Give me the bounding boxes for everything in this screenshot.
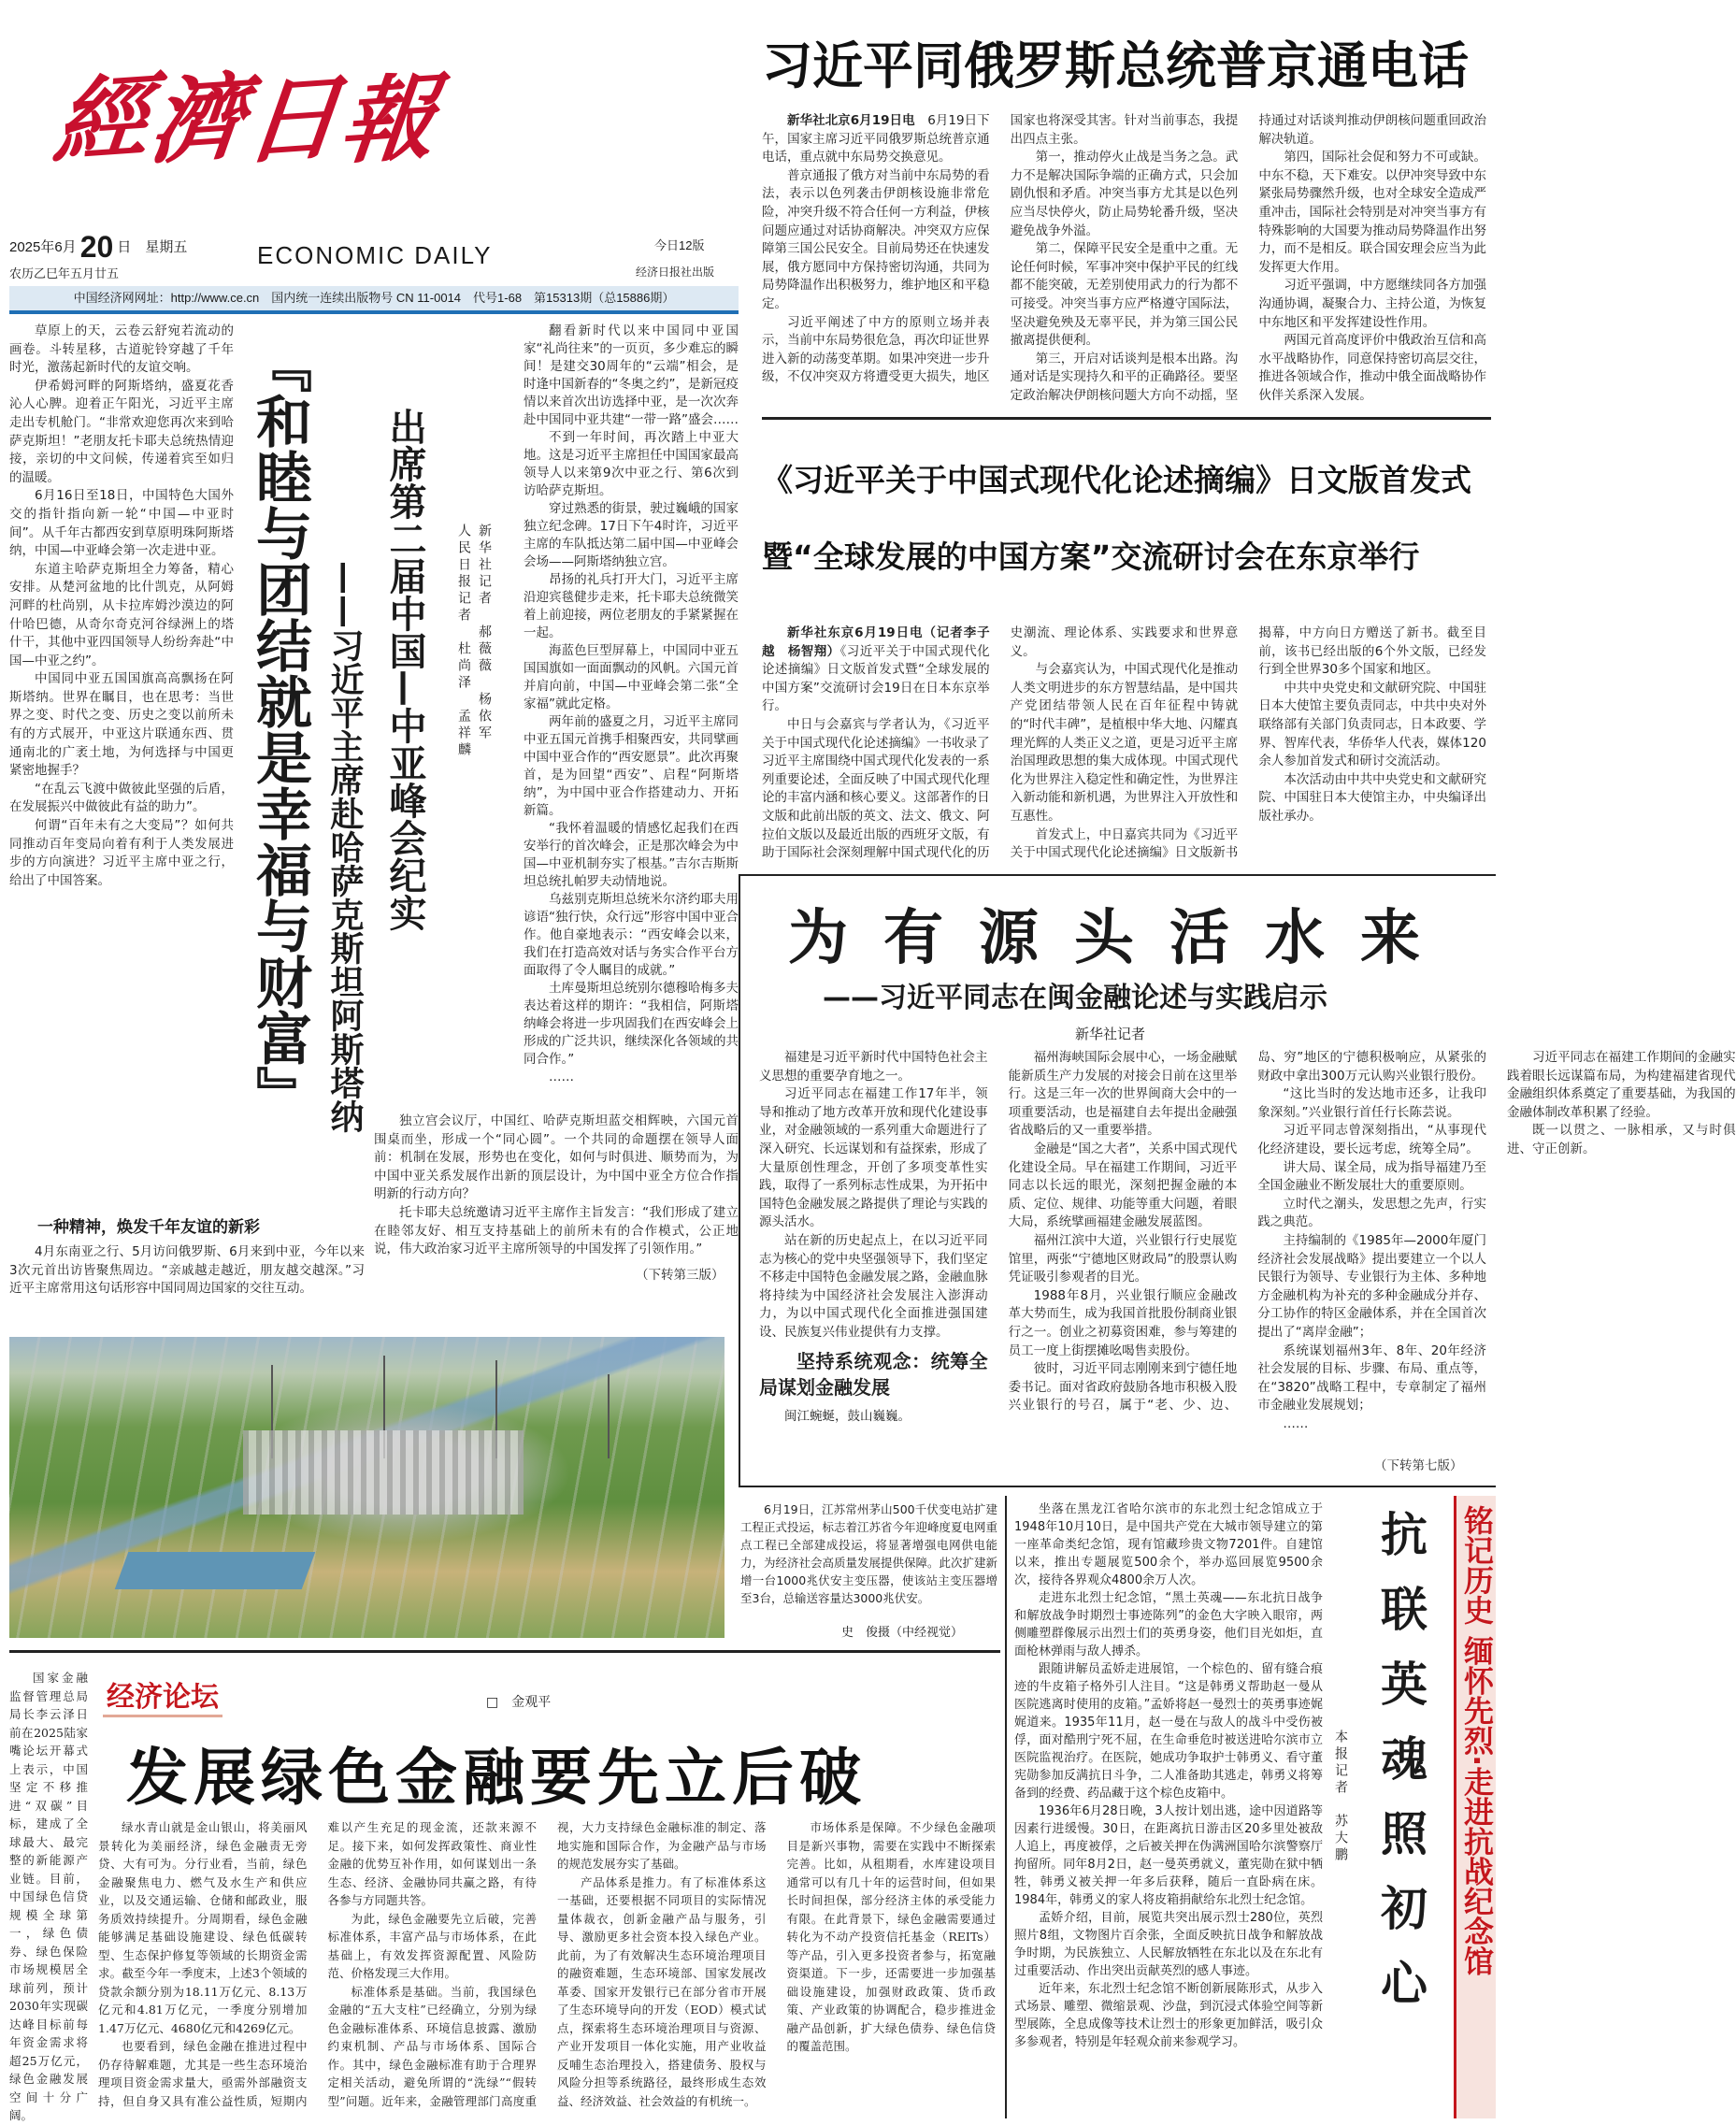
article-finance-body — [759, 1049, 1736, 1447]
paragraph-list — [374, 1113, 739, 1259]
article-paragraph: 东道主哈萨克斯坦全力筹备，精心安排。从楚河盆地的比什凯克，从阿姆河畔的杜尚别，从卡拉库姆沙漠边的阿什哈巴德，从奇尔奇克河谷绿洲上的塔什干，其他中亚四国领导人纷纷奔赴“中国—中亚之约”。 — [9, 561, 234, 668]
article-paragraph: 站在新的历史起点上，在以习近平同志为核心的党中央坚强领导下，我们坚定不移走中国特色金融发展之路，金融血脉将持续为中国经济社会发展注入澎湃动力，为以中国式现代化全面推进强国建设、民族复兴伟业提供有力支撑。 — [759, 1232, 988, 1340]
article-paragraph: 闽江蜿蜒，鼓山巍巍。 — [784, 1408, 911, 1424]
article-paragraph: 海蓝色巨型屏幕上，中国同中亚五国国旗如一面面飘动的风帆。六国元首并肩向前，中国—中亚峰会第二张“全家福”就此定格。 — [524, 643, 739, 711]
pylon-icon — [608, 1374, 610, 1458]
article-paragraph: 绿水青山就是金山银山，将美丽风景转化为美丽经济，绿色金融责无旁贷、大有可为。分行业看，当前，绿色金融聚焦电力、燃气及水生产和供应业，以及交通运输、仓储和邮政业，服务质效持续提升。分周期看，绿色金融能够满足基础设施建设、绿色低碳转型、生态保护修复等领域的长期资金需求。截至今年一季度末，上述3个领域的贷款余额分别为18.11万亿元、8.13万亿元和4.81万亿元，一季度分别增加1.47万亿元、4680亿元和4269亿元。 — [98, 1820, 308, 2035]
article-central-asia-right — [524, 323, 739, 1103]
article-paragraph: 坐落在黑龙江省哈尔滨市的东北烈士纪念馆成立于1948年10月10日，是中国共产党在大城市领导建立的第一座革命类纪念馆，现有馆藏珍贵文物7201件。自建馆以来，推出专题展览500余个，举办巡回展览9500余次，接待各界观众4800余万人次。 — [1014, 1502, 1323, 1587]
headline-japan-line2: 暨“全球发展的中国方案”交流研讨会在东京举行 — [762, 538, 1420, 575]
paragraph-list — [9, 1243, 365, 1299]
byline-1: 新华社记者 郝薇薇 杨依军 — [477, 524, 492, 742]
pond — [115, 1552, 316, 1589]
article-paragraph: 习近平阐述了中方的原则立场并表示，当前中东局势很危急，再次印证世界进入新的动荡变革期。如果冲突进一步升级，不仅冲突双方将遭受更大损失，地区国家也将深受其害。针对当前事态，我提出四点主张。 — [762, 113, 1239, 385]
article-paragraph: 讲大局、谋全局，成为指导福建乃至全国金融业不断发展壮大的重要原则。 — [1257, 1159, 1486, 1194]
continued-note: （下转第七版） — [1374, 1455, 1463, 1473]
headline-central-asia: 『和睦与团结就是幸福与财富』 — [247, 337, 312, 1122]
article-paragraph: …… — [1283, 1415, 1309, 1431]
issue-date — [9, 230, 187, 265]
article-paragraph: 不到一年时间，再次踏上中亚大地。这是习近平主席担任中国国家最高领导人以来第9次中亚之行、第6次到访哈萨克斯坦。 — [524, 430, 739, 498]
photo-caption — [740, 1500, 997, 1617]
article-forum-lead — [9, 1669, 88, 2122]
article-paragraph: 乌兹别克斯坦总统米尔济约耶夫用谚语“独行快，众行远”形容中国中亚合作。他自豪地表示：“西安峰会以来，我们在打造高效对话与务实合作平台方面取得了令人瞩目的成就。” — [524, 892, 739, 978]
article-paragraph: 4月东南亚之行、5月访问俄罗斯、6月来到中亚，今年以来3次元首出访皆聚焦周边。“亲戚越走越近，朋友越交越深。”习近平主席常用这句话形容中国同周边国家的交往互动。 — [9, 1244, 365, 1297]
article-paragraph: 主持编制的《1985年—2000年厦门经济社会发展战略》提出要建立一个以人民银行为领导、专业银行为主体、多种地方金融机构为补充的多种金融成分并存、分工协作的特区金融体系，并在全国首次提出了“离岸金融”； — [1257, 1232, 1486, 1340]
article-paragraph: 土库曼斯坦总统别尔德穆哈梅多夫表达着这样的期许：“我相信，阿斯塔纳峰会将进一步巩固我们在西安峰会上形成的广泛共识，继续深化各领域的共同合作。” — [524, 981, 739, 1067]
article-paragraph: 昂扬的礼兵打开大门，习近平主席沿迎宾毯健步走来，托卡耶夫总统微笑着上前迎接，两位老朋友的手紧紧握在一起。 — [524, 572, 739, 640]
article-paragraph: 第四，国际社会促和努力不可或缺。中东不稳，天下难安。以伊冲突导致中东紧张局势骤然升级，也对全球安全造成严重冲击，国际社会特别是对冲突当事方有特殊影响的大国要为推动局势降温作出努力，而不是相反。联合国安理会应当为此发挥更大作用。 — [1258, 150, 1486, 275]
date-prefix: 2025年6月 — [9, 239, 77, 255]
caption-text: 6月19日，江苏常州茅山500千伏变电站扩建工程正式投运，标志着江苏省今年迎峰度夏电网重点工程已全部建成投运，将显著增强电网供电能力，为经济社会高质量发展提供保障。此次扩建新增一台1000兆伏安主变压器，使该站主变压器增至3台，总输送容量达3000兆伏安。 — [740, 1502, 998, 1605]
article-paragraph: 习近平同志在福建工作17年半，领导和推动了地方改革开放和现代化建设事业，对金融领域的一系列重大命题进行了深入研究、长远谋划和有益探索，形成了大量原创性理念，开创了多项变革性实践，取得了一系列标志性成果，为开拓中国特色金融发展之路提供了理论与实践的源头活水。 — [759, 1086, 988, 1230]
article-paragraph: 金融是“国之大者”，关系中国式现代化建设全局。早在福建工作期间，习近平同志以长远的眼光，深刻把握金融的本质、定位、规律、功能等重大问题，着眼大局，系统擘画福建金融发展蓝图。 — [1008, 1141, 1238, 1230]
article-paragraph: “我怀着温暖的情感忆起我们在西安举行的首次峰会，正是那次峰会为中国—中亚机制夯实了根基。”吉尔吉斯斯坦总统扎帕罗夫动情地说。 — [524, 821, 739, 889]
article-forum-body — [98, 1818, 996, 2118]
article-paragraph: 既一以贯之、一脉相承，又与时俱进、守正创新。 — [1506, 1123, 1736, 1156]
article-paragraph: 6月16日至18日，中国特色大国外交的指针指向新一轮“中国—中亚时间”。从千年古都西安到草原明珠阿斯塔纳，中国—中亚峰会第一次走进中亚。 — [9, 488, 234, 559]
article-central-asia-bottom — [9, 1243, 365, 1318]
article-paragraph: 跟随讲解员孟娇走进展馆，一个棕色的、留有缝合痕迹的牛皮箱子格外引人注目。“这是韩勇义帮助赵一曼从医院逃离时使用的皮箱。”孟娇将赵一曼烈士的英勇事迹娓娓道来。1935年11月，赵一曼在与敌人的战斗中受伤被俘，面对酷刑宁死不屈，在生命垂危时被送进哈尔滨市立医院监视治疗。在医院，她成功争取护士韩勇义、看守董宪勋参加反满抗日斗争，二人准备助其逃走，韩勇义将筹备到的经费、药品藏于这个棕色皮箱中。 — [1014, 1662, 1323, 1801]
article-paragraph: 习近平同志曾深刻指出，“从事现代化经济建设，要长远考虑，统筹全局”。 — [1257, 1123, 1486, 1156]
article-paragraph: 普京通报了俄方对当前中东局势的看法，表示以色列袭击伊朗核设施非常危险，冲突升级不符合任何一方利益，伊核问题应通过对话协商解决。冲突双方应保障第三国公民安全。目前局势还在快速发展，俄方愿同中方保持密切沟通，共同为局势降温作出积极努力，维护地区和平稳定。 — [762, 167, 990, 311]
photo-credit: 史 俊摄（中经视觉） — [841, 1626, 964, 1640]
logo-char: 經 — [49, 61, 151, 179]
article-paragraph: 福州海峡国际会展中心，一场金融赋能新质生产力发展的对接会日前在这里举行。这是三年一次的世界闽商大会中的一项重要活动，也是福建自去年提出金融强省战略后的又一重要举措。 — [1008, 1050, 1238, 1139]
article-paragraph: 标准体系是基础。当前，我国绿色金融的“五大支柱”已经确立，分别为绿色金融标准体系、环境信息披露、激励约束机制、产品与市场体系、国际合作。其中，绿色金融标准有助于合理界定相关活动，避免所谓的“洗绿”“假转型”问题。近年来，金融管理部门高度重视，大力支持绿色金融标准的制定、落地实施和国际合作，为金融产品与市场的规范发展夯实了基础。 — [327, 1820, 767, 2108]
divider — [9, 1650, 1000, 1653]
article-memorial-body — [1014, 1500, 1323, 2118]
article-paragraph — [762, 112, 990, 167]
article-paragraph: 何谓“百年未有之大变局”？如何共同推动百年变局向着有利于人类发展进步的方向演进？习近平主席中亚之行，给出了中国答案。 — [9, 818, 234, 888]
substation-structures — [243, 1430, 524, 1515]
article-paragraph: 习近平同志在福建工作期间的金融实践着眼长远谋篇布局，为构建福建省现代金融组织体系奠定了重要基础，为我国的金融体制改革积累了经验。 — [1506, 1050, 1736, 1120]
article-paragraph: 市场体系是保障。不少绿色金融项目是新兴事物，需要在实践中不断探索完善。比如，从租期看，水库建设项目通常可以有几十年的运营时间，但如果长时间担保，部分经济主体的承受能力有限。在此背景下，绿色金融需要通过转化为不动产投资信托基金（REITs）等产品，引入更多投资者参与，拓宽融资渠道。下一步，还需要进一步加强基础设施建设，加强财政政策、货币政策、产业政策的协调配合，稳步推进金融产品创新，扩大绿色债券、绿色信贷的覆盖范围。 — [786, 1820, 996, 2053]
article-paragraph: 伊希姆河畔的阿斯塔纳，盛夏花香沁人心脾。迎着正午阳光，习近平主席走出专机舱门。“非常欢迎您再次来到哈萨克斯坦！”老朋友托卡耶夫总统热情迎接，亲切的中文问候，传递着宾至如归的温暖。 — [9, 378, 234, 485]
headline-finance: 为有源头活水来 — [788, 904, 1456, 973]
article-paragraph: 产品体系是推力。有了标准体系这一基础，还要根据不同项目的实际情况量体裁衣，创新金融产品与服务，引导、激励更多社会资本投入绿色产业。此前，为了有效解决生态环境治理项目的融资难题，生态环境部、国家发展改革委、国家开发银行已在部分省市开展了生态环境导向的开发（EOD）模式试点，探索将生态环境治理项目与资源、产业开发项目一体化实施，用产业收益反哺生态治理投入，搭建债务、股权与风险分担等系统路径，最终形成生态效益、经济效益、社会效益的有机统一。 — [557, 1874, 767, 2108]
logo-char: 濟 — [144, 61, 247, 179]
article-putin-body — [762, 112, 1486, 408]
article-paragraph: 翻看新时代以来中国同中亚国家“礼尚往来”的一页页，多少难忘的瞬间！是建交30周年的“云端”相会，是时逢中国新春的“冬奥之约”，是新冠疫情以来首次出访选择中亚，是一次次奔赴中国同中亚共建“一带一路”盛会…… — [524, 323, 739, 427]
headline-forum: 发展绿色金融要先立后破 — [126, 1742, 867, 1814]
article-paragraph: “这比当时的发达地市还多，让我印象深刻。”兴业银行首任行长陈芸说。 — [1257, 1086, 1486, 1120]
continued-note: （下转第三版） — [636, 1264, 725, 1283]
logo-char: 報 — [335, 61, 438, 179]
article-paragraph: 草原上的天，云卷云舒宛若流动的画卷。斗转星移，古道驼铃穿越了千年时光，激荡起新时代的友谊交响。 — [9, 323, 234, 376]
article-paragraph: 习近平强调，中方愿继续同各方加强沟通协调，凝聚合力、主持公道，为恢复中东地区和平发挥建设性作用。 — [1258, 278, 1486, 330]
byline-central-asia — [453, 524, 495, 759]
author-forum: □ 金观平 — [486, 1695, 552, 1710]
column-label-forum: 经济论坛 — [103, 1673, 222, 1717]
article-paragraph: 福建是习近平新时代中国特色社会主义思想的重要孕育地之一。 — [759, 1050, 988, 1084]
article-paragraph: 第一，推动停火止战是当务之急。武力不是解决国际争端的正确方式，只会加剧仇恨和矛盾。冲突当事方尤其是以色列应当尽快停火，防止局势轮番升级，坚决避免战争外溢。 — [1010, 150, 1239, 238]
article-paragraph: 为此，绿色金融要先立后破，完善标准体系，丰富产品与市场体系，在此基础上，有效发挥资源配置、风险防范、价格发现三大作用。 — [327, 1911, 537, 1980]
article-paragraph: 托卡耶夫总统邀请习近平主席作主旨发言：“我们形成了建立在睦邻友好、相互支持基础上的前所未有的合作模式，公正地说，伟大政治家习近平主席所领导的中国发挥了引领作用。” — [374, 1204, 739, 1257]
headline-memorial: 抗联英魂照初心 — [1373, 1510, 1428, 2033]
article-paragraph: 中国同中亚五国国旗高高飘扬在阿斯塔纳。世界在瞩目，也在思考：当世界之变、时代之变、历史之变以前所未有的方式展开，中亚这片联通东西、贯通南北的广袤土地，为何选择与中国更紧密地握手？ — [9, 671, 234, 779]
article-paragraph: 首发式上，中日嘉宾共同为《习近平关于中国式现代化论述摘编》日文版新书揭幕，中方向日方赠送了新书。截至目前，该书已经出版的6个外文版，已经发行到全世界30多个国家和地区。 — [1010, 625, 1486, 861]
masthead-logo — [49, 9, 467, 215]
article-paragraph: 彼时，习近平同志刚刚来到宁德任地委书记。面对省政府鼓励各地市积极入股兴业银行的号召，属于“老、少、边、岛、穷”地区的宁德积极响应，从紧张的财政中拿出300万元认购兴业银行股份。 — [1008, 1050, 1486, 1414]
english-title: ECONOMIC DAILY — [257, 241, 493, 269]
article-paragraph: 穿过熟悉的街景，驶过巍峨的国家独立纪念碑。17日下午4时许，习近平主席的车队抵达第二届中国—中亚峰会会场——阿斯塔纳独立宫。 — [524, 501, 739, 569]
dateline: 新华社东京6月19日电（记者李子越 杨智翔） — [762, 625, 990, 659]
article-paragraph: 孟娇介绍，目前，展览共突出展示烈士280位，英烈照片8组，文物图片百余张，全面反映抗日战争和解放战争时期，为民族独立、人民解放牺牲在东北以及在东北有过重要活动、作出突出贡献英烈的感人事迹。 — [1014, 1911, 1323, 1978]
article-paragraph: 中日与会嘉宾与学者认为，《习近平关于中国式现代化论述摘编》一书收录了习近平主席围绕中国式现代化发表的一系列重要论述，全面反映了中国式现代化理论的丰富内涵和核心要义。这部著作的日文版和此前出版的英文、法文、俄文、阿拉伯文版以及最近出版的西班牙文版，有助于国际社会深刻理解中国式现代化的历史潮流、理论体系、实践要求和世界意义。 — [762, 625, 1239, 861]
article-paragraph: 独立宫会议厅，中国红、哈萨克斯坦蓝交相辉映，六国元首围桌而坐，形成一个“同心圆”。一个共同的命题摆在领导人面前：机制在发展，形势也在变化，如何与时俱进、顺势而为，为中国中亚关系发展作出新的顶层设计，为中国中亚全方位合作指明新的行动方向？ — [374, 1113, 739, 1202]
info-bar: 中国经济网网址：http://www.ce.cn 国内统一连续出版物号 CN 11-0014 代号1-68 第15313期（总15886期） — [9, 286, 739, 314]
article-paragraph: 也要看到，绿色金融在推进过程中仍存待解难题，尤其是一些生态环境治理项目资金需求量大，亟需外部融资支持，但自身又具有准公益性质，短期内难以产生充足的现金流，还款来源不足。接下来，如何发挥政策性、商业性金融的优势互补作用，如何谋划出一条生态、经济、金融协同共赢之路，有待各参与方同题共答。 — [98, 1820, 537, 2108]
article-paragraph: 中共中央党史和文献研究院、中国驻日本大使馆主要负责同志，中共中央对外联络部有关部门负责同志，日本政要、学界、智库代表，华侨华人代表，媒体120余人参加首发式和研讨交流活动。 — [1258, 680, 1486, 769]
byline-2: 人民日报记者 杜尚泽 孟祥麟 — [456, 524, 471, 759]
column-label-memorial — [1454, 1496, 1496, 2118]
paragraph-list — [1014, 1500, 1323, 2051]
substation-photo — [9, 1337, 725, 1638]
article-paragraph: 第三，开启对话谈判是根本出路。沟通对话是实现持久和平的正确路径。要坚定政治解决伊朗核问题大方向不动摇，坚持通过对话谈判推动伊朗核问题重回政治解决轨道。 — [1010, 113, 1486, 403]
article-paragraph: 1988年8月，兴业银行顺应金融改革大势而生，成为我国首批股份制商业银行之一。创业之初募资困难，参与筹建的员工一度上街摆摊吆喝售卖股份。 — [1008, 1287, 1238, 1358]
paragraph-text: 国家金融监督管理总局局长李云泽日前在2025陆家嘴论坛开幕式上表示，中国坚定不移推进“双碳”目标，建成了全球最大、最完整的新能源产业链。目前，中国绿色信贷规模全球第一，绿色债券、绿色保险市场规模居全球前列，预计2030年实现碳达峰目标前每年资金需求将超25万亿元，绿色金融发展空间十分广阔。 — [9, 1671, 88, 2122]
column-label-text: 铭记历史 缅怀先烈·走进抗战纪念馆 — [1459, 1505, 1495, 1976]
article-central-asia-left — [9, 323, 234, 1197]
article-paragraph: 第二，保障平民安全是重中之重。无论任何时候，军事冲突中保护平民的红线都不能突破，无差别使用武力的行为都不可接受。冲突当事方应严格遵守国际法，坚决避免殃及无辜平民，并为第三国公民撤离提供便利。 — [1010, 241, 1239, 349]
author-name: 金观平 — [511, 1695, 552, 1710]
article-paragraph: 两国元首高度评价中俄政治互信和高水平战略协作，同意保持密切高层交往，推进各领域合作，推动中俄全面战略协作伙伴关系深入发展。 — [1258, 333, 1486, 403]
divider — [1005, 1496, 1007, 2118]
subtitle-central-asia-2: 出席第二届中国—中亚峰会纪实 — [383, 408, 426, 931]
paragraph-list — [9, 323, 234, 890]
subtitle-finance: ——习近平同志在闽金融论述与实践启示 — [823, 982, 1327, 1014]
article-paragraph: 走进东北烈士纪念馆，“黑土英魂——东北抗日战争和解放战争时期烈士事迹陈列”的金色大字映入眼帘，两侧雕塑群像展示出烈士们的英勇身姿，他们目光如炬，直面枪林弹雨与敌人搏杀。 — [1014, 1591, 1323, 1658]
divider — [762, 417, 1491, 420]
lunar-date: 农历乙巳年五月廿五 — [9, 267, 120, 281]
article-paragraph: 本次活动由中共中央党史和文献研究院、中国驻日本大使馆主办，中央编译出版社承办。 — [1258, 771, 1486, 824]
paragraph-text: 《习近平关于中国式现代化论述摘编》日文版首发式暨“全球发展的中国方案”交流研讨会19日在日本东京举行。 — [762, 643, 990, 714]
article-paragraph: 1936年6月28日晚，3人按计划出逃，途中因道路等因素行进缓慢。30日，在距离抗日游击区20多里处被敌人追上，再度被俘，之后被关押在伪满洲国哈尔滨警察厅拘留所。同年8月2日，赵一曼英勇就义，董宪勋在狱中牺牲，韩勇义被关押一年多后获释，随后一直卧病在床。1984年，韩勇义的家人将皮箱捐献给东北烈士纪念馆。 — [1014, 1804, 1323, 1907]
article-paragraph: “在乱云飞渡中做彼此坚强的后盾，在发展振兴中做彼此有益的助力”。 — [9, 781, 234, 815]
section-heading: 一种精神，焕发千年友谊的新彩 — [37, 1218, 260, 1237]
article-paragraph: 立时代之潮头，发思想之先声，行实践之典范。 — [1257, 1196, 1486, 1230]
article-paragraph: 与会嘉宾认为，中国式现代化是推动人类文明进步的东方智慧结晶，是中国共产党团结带领人民在百年征程中铸就的“时代丰碑”，是植根中华大地、闪耀真理光辉的人类正义之道，更是习近平主席治国理政思想的集大成体现。中国式现代化为世界注入稳定性和确定性，为世界注入新动能和新机遇，为世界注入开放性和互惠性。 — [1010, 662, 1239, 824]
byline-memorial: 本报记者 苏大鹏 — [1333, 1730, 1348, 1864]
paragraph-list — [524, 323, 739, 1086]
article-paragraph: …… — [549, 1070, 574, 1084]
publisher: 经济日报社出版 — [636, 266, 715, 279]
article-paragraph: 两年前的盛夏之月，习近平主席同中亚五国元首携手相聚西安，共同擘画中国中亚合作的“西安愿景”。此次再聚首，是为回望“西安”、启程“阿斯塔纳”，为中国中亚合作搭建动力、开拓新篇。 — [524, 714, 739, 818]
paragraph-list — [98, 1818, 996, 2110]
headline-japan-line1: 《习近平关于中国式现代化论述摘编》日文版首发式 — [762, 462, 1471, 498]
article-paragraph — [762, 625, 990, 716]
article-central-asia-right-wide — [374, 1113, 739, 1258]
subtitle-central-asia-1: ——习近平主席赴哈萨克斯坦阿斯塔纳 — [325, 561, 364, 1133]
article-paragraph: 福州江滨中大道，兴业银行行史展览馆里，两张“宁德地区财政局”的股票认购凭证吸引参观者的目光。 — [1008, 1232, 1238, 1285]
dateline: 新华社北京6月19日电 — [787, 113, 915, 128]
paragraph-text: 6月19日下午，国家主席习近平同俄罗斯总统普京通电话，重点就中东局势交换意见。 — [762, 113, 990, 165]
section-heading: 坚持系统观念：统筹全局谋划金融发展 — [759, 1349, 988, 1399]
logo-char: 日 — [239, 61, 342, 179]
date-suffix: 日 星期五 — [117, 239, 188, 255]
byline-finance: 新华社记者 — [1075, 1026, 1146, 1042]
article-paragraph: 近年来，东北烈士纪念馆不断创新展陈形式，从步入式场景、雕塑、微缩景观、沙盘，到沉浸式体验空间等新型展陈，全息成像等技术让烈士的形象更加鲜活，吸引众多参观者，特别是年轻观众前来参观学习。 — [1014, 1982, 1323, 2049]
date-day: 20 — [79, 230, 114, 264]
page-count: 今日12版 — [654, 238, 705, 252]
article-paragraph: 系统谋划福州3年、8年、20年经济社会发展的目标、步骤、布局、重点等，在“3820”战略工程中，专章制定了福州市金融业发展规划； — [1257, 1342, 1486, 1414]
headline-putin-call: 习近平同俄罗斯总统普京通电话 — [762, 36, 1469, 95]
paragraph-list — [759, 1049, 988, 1342]
article-japan-body — [762, 625, 1486, 863]
